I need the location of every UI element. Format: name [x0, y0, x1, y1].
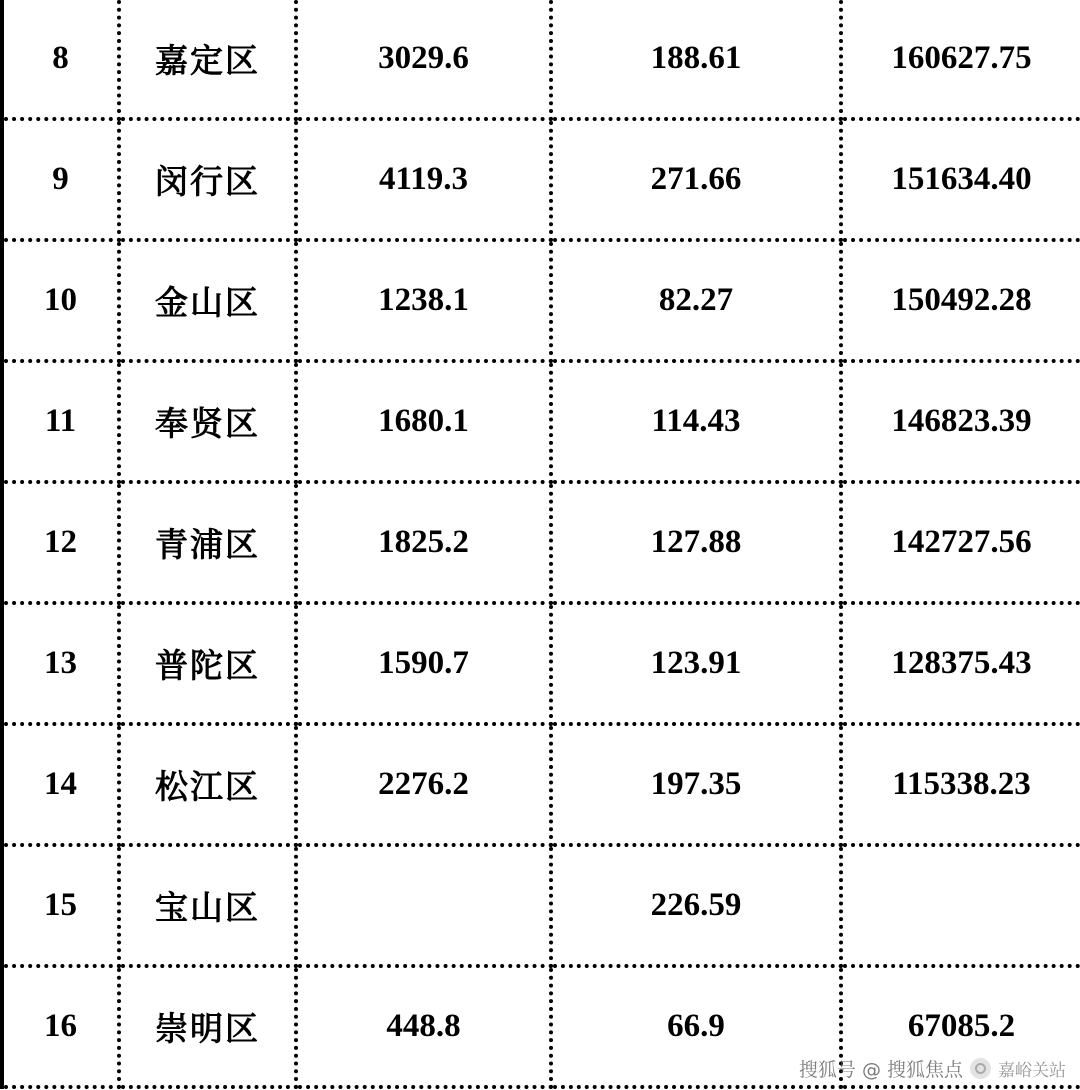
cell-district: 嘉定区 [119, 0, 296, 119]
watermark [799, 1055, 1066, 1082]
cell-index: 10 [2, 240, 119, 361]
watermark-suffix: 嘉峪关站 [998, 1061, 1066, 1081]
cell-value1: 3029.6 [296, 0, 551, 119]
table-row [2, 482, 1080, 603]
cell-value3: 67085.2 [841, 966, 1080, 1087]
cell-value3: 115338.23 [841, 724, 1080, 845]
cell-value2: 271.66 [551, 119, 841, 240]
cell-value2: 226.59 [551, 845, 841, 966]
cell-district: 普陀区 [119, 603, 296, 724]
cell-value3: 160627.75 [841, 0, 1080, 119]
cell-value1: 1590.7 [296, 603, 551, 724]
cell-value2: 197.35 [551, 724, 841, 845]
cell-district: 奉贤区 [119, 361, 296, 482]
cell-value3 [841, 845, 1080, 966]
cell-index: 14 [2, 724, 119, 845]
cell-value2: 66.9 [551, 966, 841, 1087]
cell-value1: 1825.2 [296, 482, 551, 603]
table-row [2, 0, 1080, 119]
cell-district: 闵行区 [119, 119, 296, 240]
cell-district: 青浦区 [119, 482, 296, 603]
cell-value1: 448.8 [296, 966, 551, 1087]
table-row [2, 119, 1080, 240]
cell-district: 金山区 [119, 240, 296, 361]
cell-value3: 150492.28 [841, 240, 1080, 361]
cell-index: 15 [2, 845, 119, 966]
cell-value2: 82.27 [551, 240, 841, 361]
cell-index: 13 [2, 603, 119, 724]
cell-district: 松江区 [119, 724, 296, 845]
cell-value3: 151634.40 [841, 119, 1080, 240]
cell-value1 [296, 845, 551, 966]
cell-index: 12 [2, 482, 119, 603]
cell-value2: 123.91 [551, 603, 841, 724]
cell-index: 16 [2, 966, 119, 1087]
sohu-logo-icon [970, 1058, 991, 1079]
table-row [2, 603, 1080, 724]
cell-value3: 128375.43 [841, 603, 1080, 724]
table-row [2, 240, 1080, 361]
table-body [2, 0, 1080, 1087]
cell-value3: 142727.56 [841, 482, 1080, 603]
cell-value1: 1680.1 [296, 361, 551, 482]
cell-district: 崇明区 [119, 966, 296, 1087]
table-row [2, 361, 1080, 482]
cell-value2: 114.43 [551, 361, 841, 482]
cell-value1: 1238.1 [296, 240, 551, 361]
watermark-text: 搜狐号 @ 搜狐焦点 [798, 1059, 963, 1081]
cell-value1: 4119.3 [296, 119, 551, 240]
cell-value2: 188.61 [551, 0, 841, 119]
table-row [2, 845, 1080, 966]
cell-index: 8 [2, 0, 119, 119]
cell-value3: 146823.39 [841, 361, 1080, 482]
cell-index: 11 [2, 361, 119, 482]
cell-district: 宝山区 [119, 845, 296, 966]
cell-value2: 127.88 [551, 482, 841, 603]
cell-value1: 2276.2 [296, 724, 551, 845]
cell-index: 9 [2, 119, 119, 240]
table-row [2, 724, 1080, 845]
